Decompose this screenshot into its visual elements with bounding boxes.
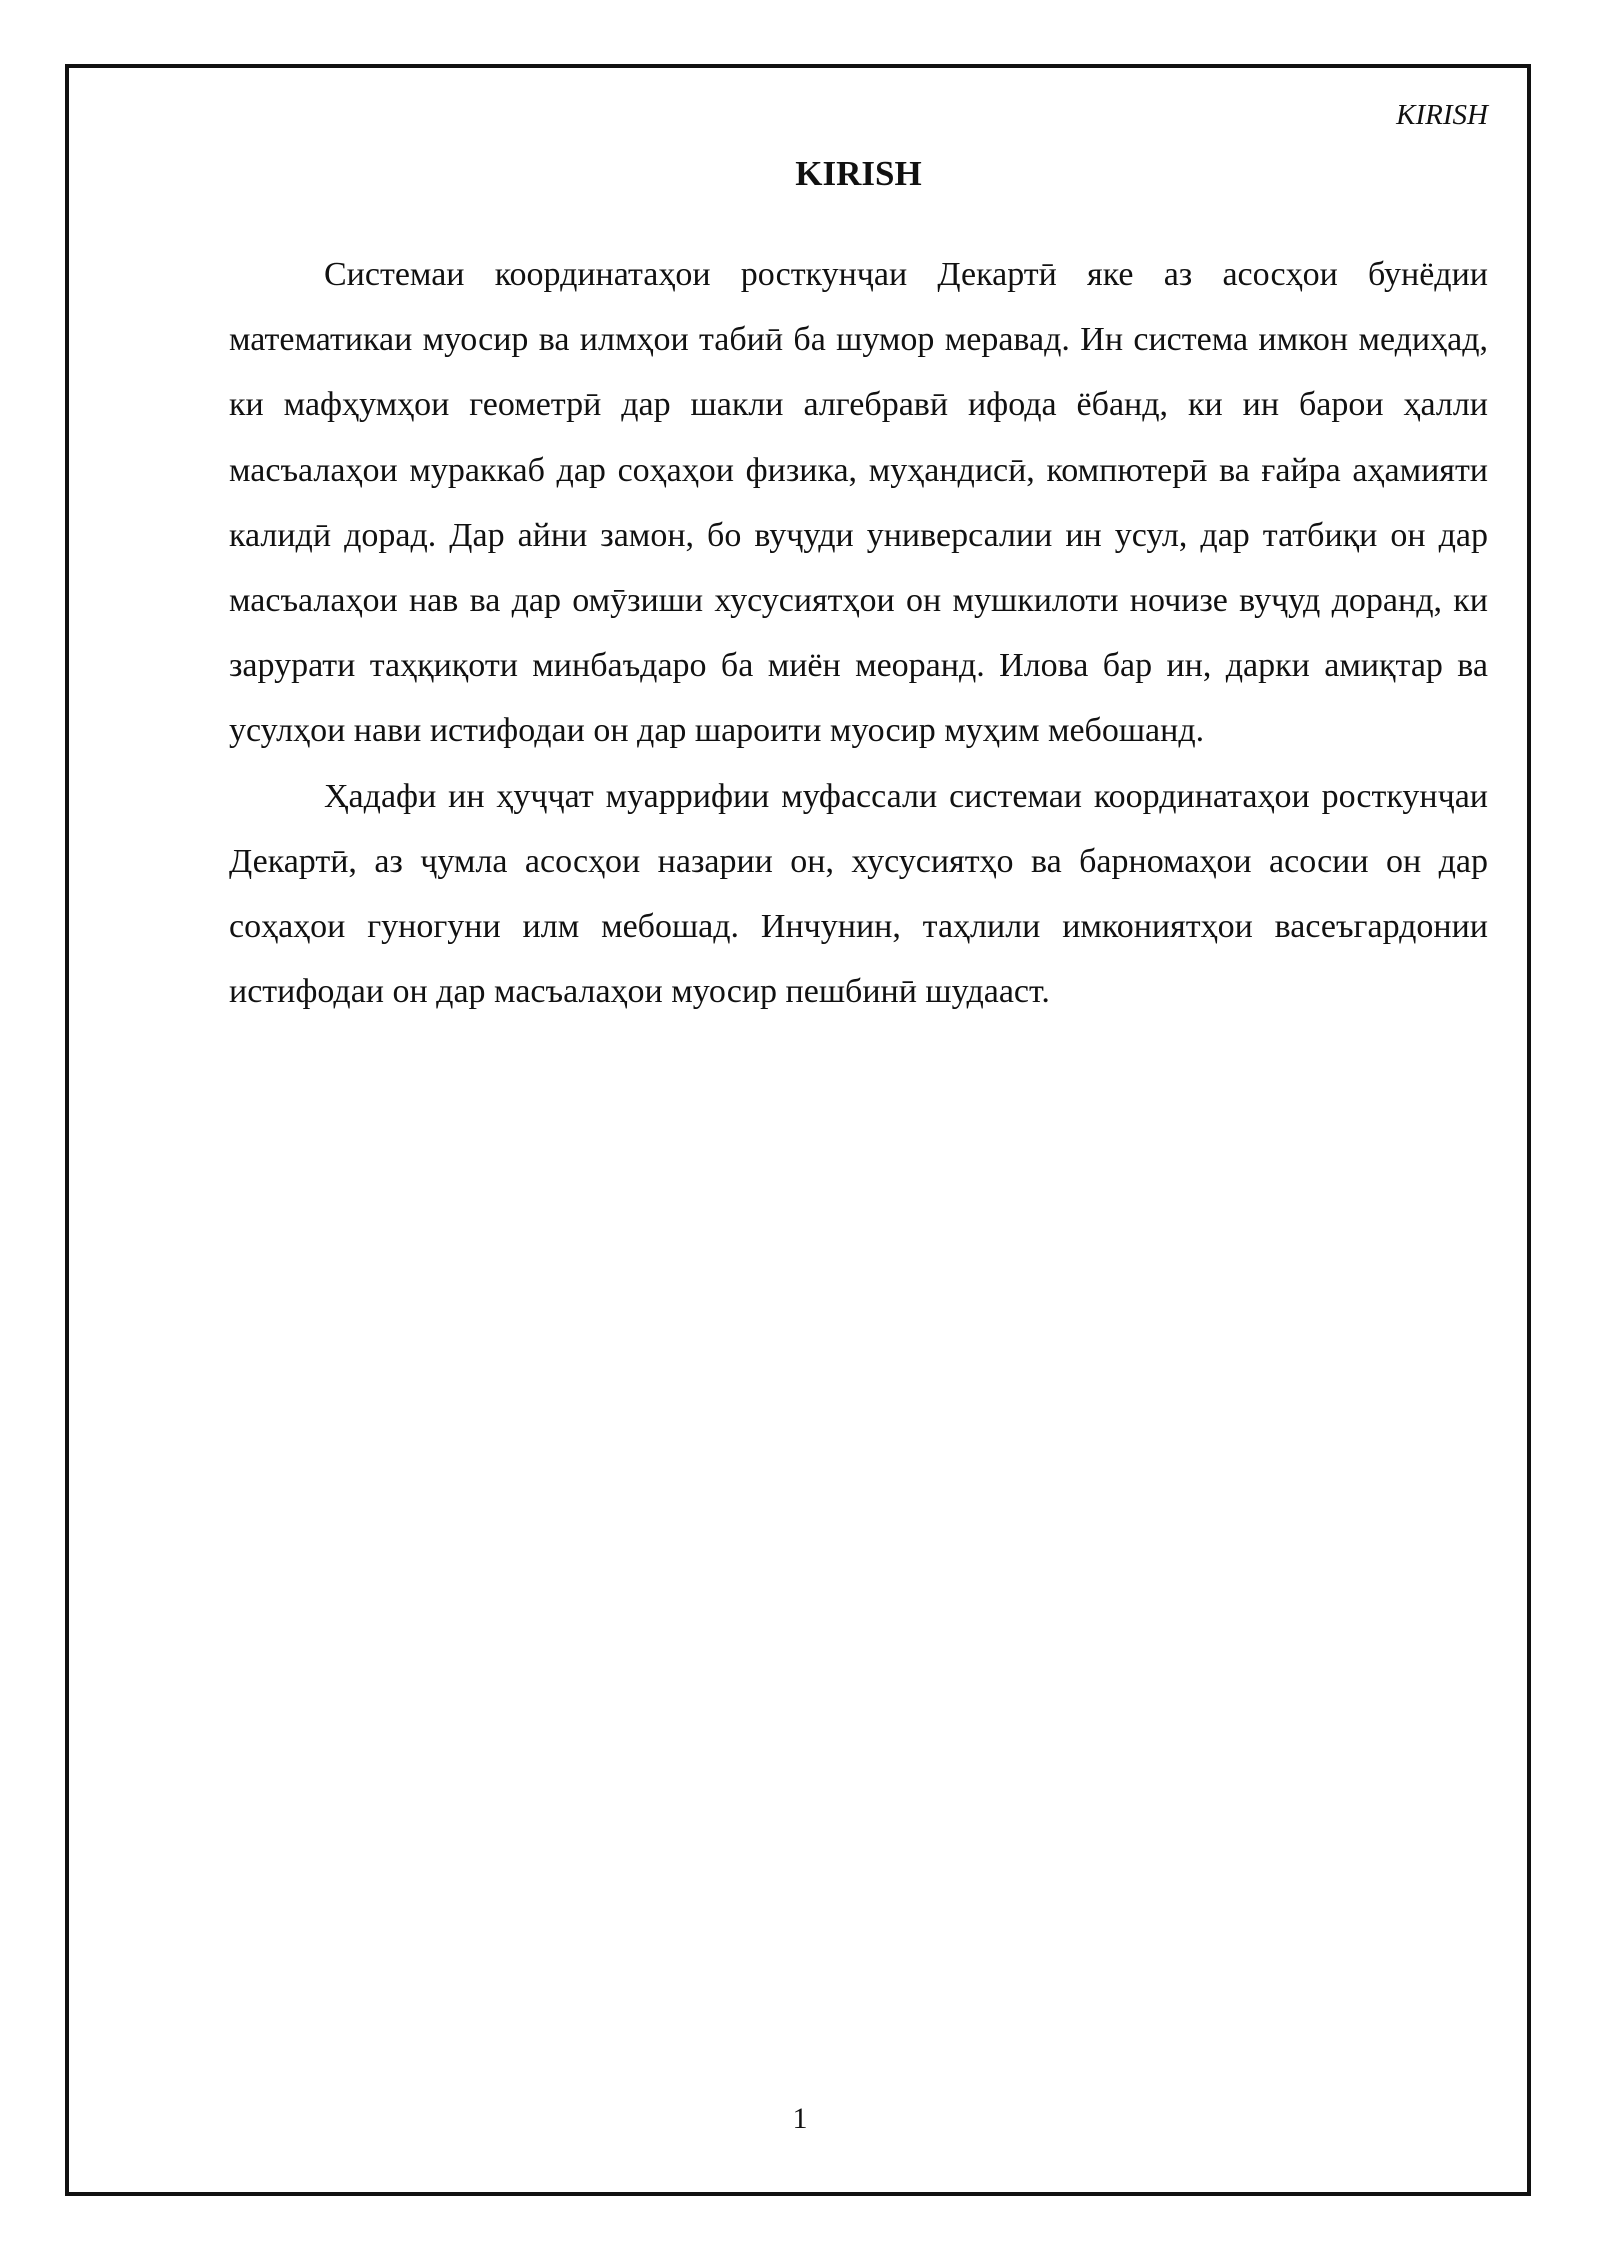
document-title: KIRISH: [795, 154, 922, 193]
running-header: KIRISH: [1396, 99, 1488, 131]
paragraph-intro: Системаи координатаҳои росткунҷаи Декартӣ яке аз асосҳои бунёдии математикаи муосир ва илмҳои табиӣ ба шумор меравад. Ин система имкон медиҳад, ки мафҳумҳои геометрӣ дар шакли алгебравӣ ифода ёбанд, ки ин барои ҳалли масъалаҳои мураккаб дар соҳаҳои физика, муҳандисӣ, компютерӣ ва ғайра аҳамияти калидӣ дорад. Дар айни замон, бо вуҷуди универсалии ин усул, дар татбиқи он дар масъалаҳои нав ва дар омӯзиши хусусиятҳои он мушкилоти ночизе вуҷуд доранд, ки зарурати таҳқиқоти минбаъдаро ба миён меоранд. Илова бар ин, дарки амиқтар ва усулҳои нави истифодаи он дар шароити муосир муҳим мебошанд.: [229, 256, 1488, 750]
document-body: [229, 242, 1488, 1024]
page-number: 1: [792, 2102, 808, 2135]
paragraph-goal: Ҳадафи ин ҳуҷҷат муаррифии муфассали системаи координатаҳои росткунҷаи Декартӣ, аз ҷумла асосҳои назарии он, хусусиятҳо ва барномаҳои асосии он дар соҳаҳои гуногуни илм мебошад. Инчунин, таҳлили имкониятҳои васеъгардонии истифодаи он дар масъалаҳои муосир пешбинӣ шудааст.: [229, 777, 1488, 1011]
